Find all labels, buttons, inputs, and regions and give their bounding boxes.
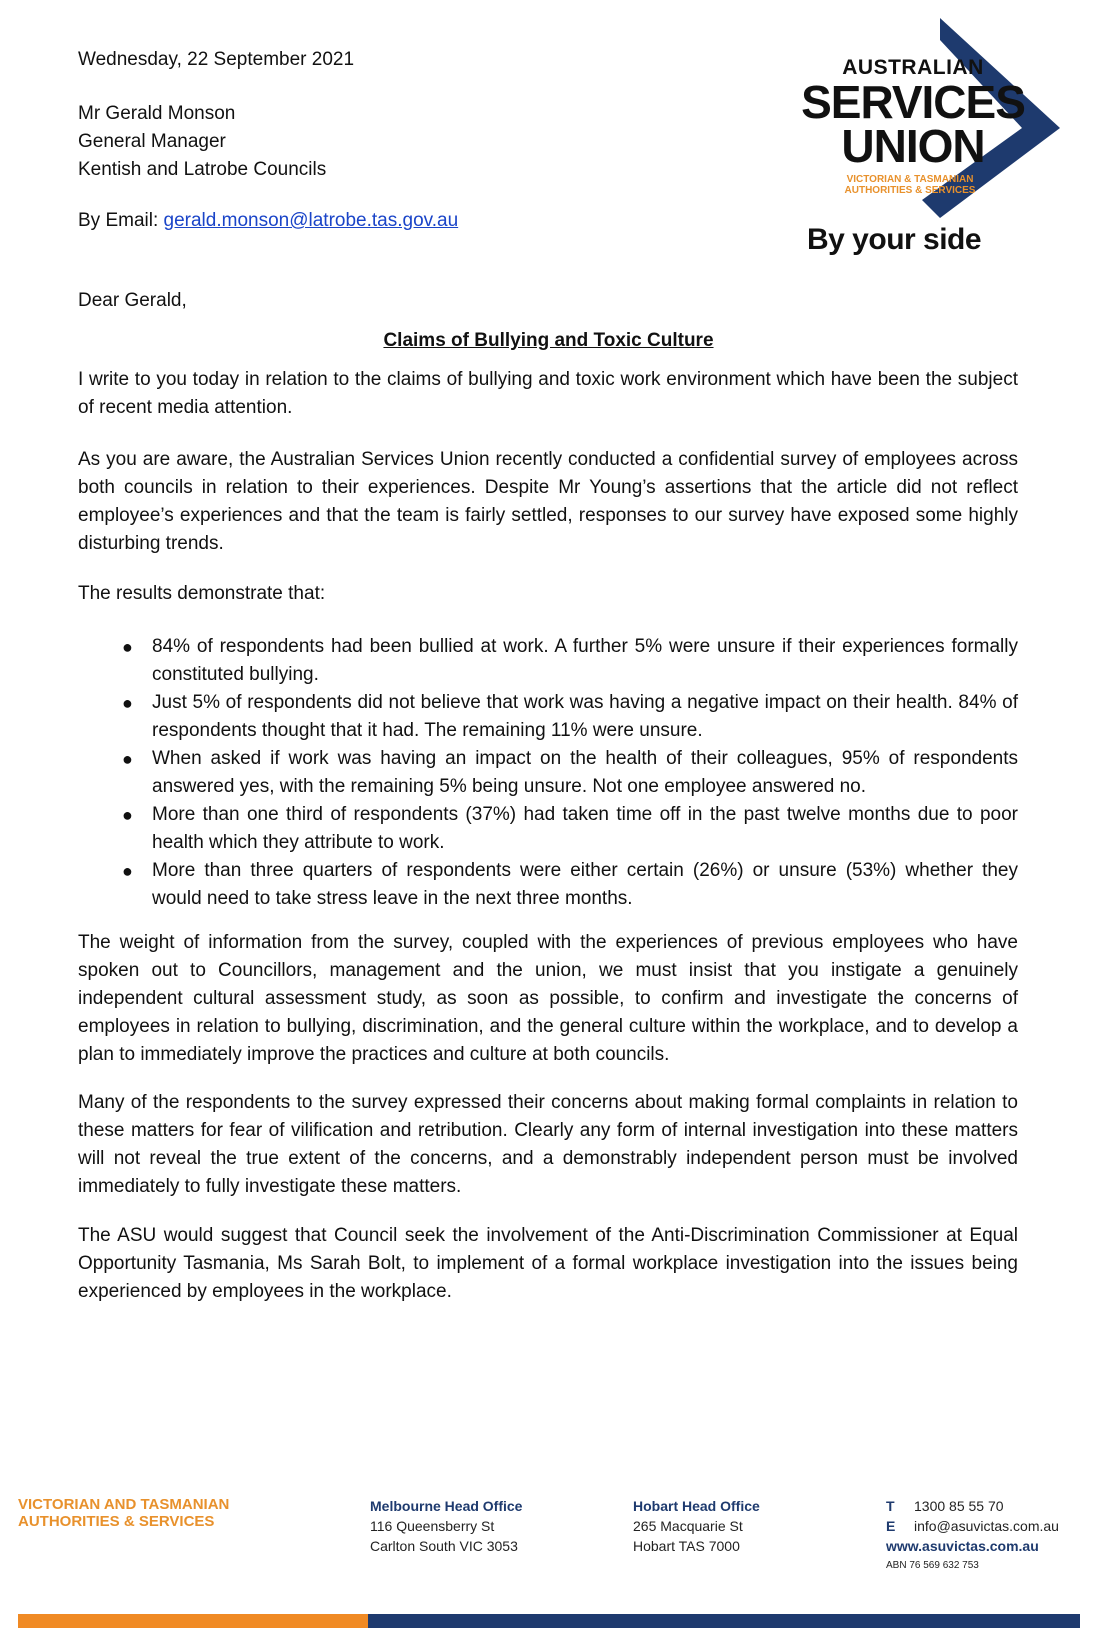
recipient-organisation: Kentish and Latrobe Councils	[78, 159, 327, 180]
results-list	[78, 633, 1018, 913]
contact-email-row	[886, 1516, 1059, 1536]
logo-sub-line1: VICTORIAN & TASMANIAN	[846, 174, 974, 185]
footer-org-line1: VICTORIAN AND TASMANIAN	[18, 1496, 230, 1513]
logo-top-text: AUSTRALIAN	[842, 56, 984, 79]
results-list-item	[78, 801, 1018, 857]
melbourne-address-line1: 116 Queensberry St	[370, 1518, 495, 1534]
salutation: Dear Gerald,	[78, 290, 187, 311]
recipient-title: General Manager	[78, 131, 226, 152]
contact-abn: ABN 76 569 632 753	[886, 1560, 979, 1571]
logo-tagline: By your side	[807, 223, 982, 256]
contact-phone: 1300 85 55 70	[914, 1498, 1004, 1514]
hobart-office-title: Hobart Head Office	[633, 1498, 760, 1514]
logo-main-text	[778, 76, 1048, 172]
bullet-icon: ●	[122, 805, 133, 825]
results-list-item	[78, 745, 1018, 801]
bullet-icon: ●	[122, 749, 133, 769]
results-item-text: When asked if work was having an impact on the health of their colleagues, 95% of respondents answered yes, with the remaining 5% being unsure. Not one employee answered no.	[152, 748, 1018, 797]
contact-email: info@asuvictas.com.au	[914, 1518, 1059, 1534]
date-text: Wednesday, 22 September 2021	[78, 49, 355, 70]
footer-melbourne-office	[370, 1496, 522, 1556]
results-item-text: More than one third of respondents (37%) had taken time off in the past twelve months due to poor health which they attribute to work.	[152, 804, 1018, 853]
paragraph-recommendation: The weight of information from the survey, coupled with the experiences of previous employees who have spoken out to Councillors, management and the union, we must insist that you instigate a genuinely independent cultural assessment study, as soon as possible, to confirm and investigate the concerns of employees in relation to bullying, discrimination, and the general culture within the workplace, and to develop a plan to immediately improve the practices and culture at both councils.	[78, 932, 1018, 1065]
melbourne-office-title: Melbourne Head Office	[370, 1498, 523, 1514]
recipient-email-link[interactable]: gerald.monson@latrobe.tas.gov.au	[163, 210, 459, 231]
phone-key: T	[886, 1498, 895, 1514]
melbourne-address-line2: Carlton South VIC 3053	[370, 1538, 518, 1554]
paragraph-concerns: Many of the respondents to the survey expressed their concerns about making formal complaints in relation to these matters for fear of vilification and retribution. Clearly any form of internal investigation into these matters will not reveal the true extent of the concerns, and a demonstrably independent person must be involved immediately to fully investigate these matters.	[78, 1092, 1018, 1197]
footer-contact	[886, 1496, 1059, 1576]
footer-bar-navy	[368, 1614, 1080, 1628]
logo-subtitle	[790, 174, 1030, 196]
bullet-icon: ●	[122, 693, 133, 713]
letter-heading: Claims of Bullying and Toxic Culture	[383, 330, 714, 351]
footer-org-line2: AUTHORITIES & SERVICES	[18, 1513, 215, 1530]
recipient-name: Mr Gerald Monson	[78, 103, 236, 124]
logo-sub-line2: AUTHORITIES & SERVICES	[844, 185, 976, 196]
results-item-text: Just 5% of respondents did not believe that work was having a negative impact on their health. 84% of respondents thought that it had. The remaining 11% were unsure.	[152, 692, 1018, 741]
asu-logo	[770, 18, 1085, 268]
email-key: E	[886, 1518, 896, 1534]
contact-phone-row	[886, 1496, 1059, 1516]
email-label: By Email:	[78, 210, 164, 231]
paragraph-suggestion: The ASU would suggest that Council seek the involvement of the Anti-Discrimination Commissioner at Equal Opportunity Tasmania, Ms Sarah Bolt, to implement of a formal workplace investigation into the issues being experienced by employees in the workplace.	[78, 1225, 1018, 1302]
hobart-address-line1: 265 Macquarie St	[633, 1518, 743, 1534]
paragraph-results-intro: The results demonstrate that:	[78, 583, 326, 604]
footer-bar-orange	[18, 1614, 368, 1628]
footer-organisation	[18, 1496, 229, 1530]
hobart-address-line2: Hobart TAS 7000	[633, 1538, 740, 1554]
logo-line-union: UNION	[841, 120, 985, 172]
bullet-icon: ●	[122, 861, 133, 881]
paragraph-intro: I write to you today in relation to the claims of bullying and toxic work environment which have been the subject of recent media attention.	[78, 369, 1018, 418]
results-list-item	[78, 689, 1018, 745]
results-item-text: 84% of respondents had been bullied at work. A further 5% were unsure if their experiences formally constituted bullying.	[152, 636, 1018, 685]
contact-website: www.asuvictas.com.au	[886, 1538, 1039, 1554]
footer-hobart-office	[633, 1496, 760, 1556]
bullet-icon: ●	[122, 637, 133, 657]
logo-line-services: SERVICES	[801, 76, 1025, 128]
results-list-item	[78, 857, 1018, 913]
results-item-text: More than three quarters of respondents were either certain (26%) or unsure (53%) whether they would need to take stress leave in the next three months.	[152, 860, 1018, 909]
results-list-item	[78, 633, 1018, 689]
paragraph-survey: As you are aware, the Australian Services Union recently conducted a confidential survey of employees across both councils in relation to their experiences. Despite Mr Young’s assertions that the article did not reflect employee’s experiences and that the team is fairly settled, responses to our survey have exposed some highly disturbing trends.	[78, 449, 1018, 554]
